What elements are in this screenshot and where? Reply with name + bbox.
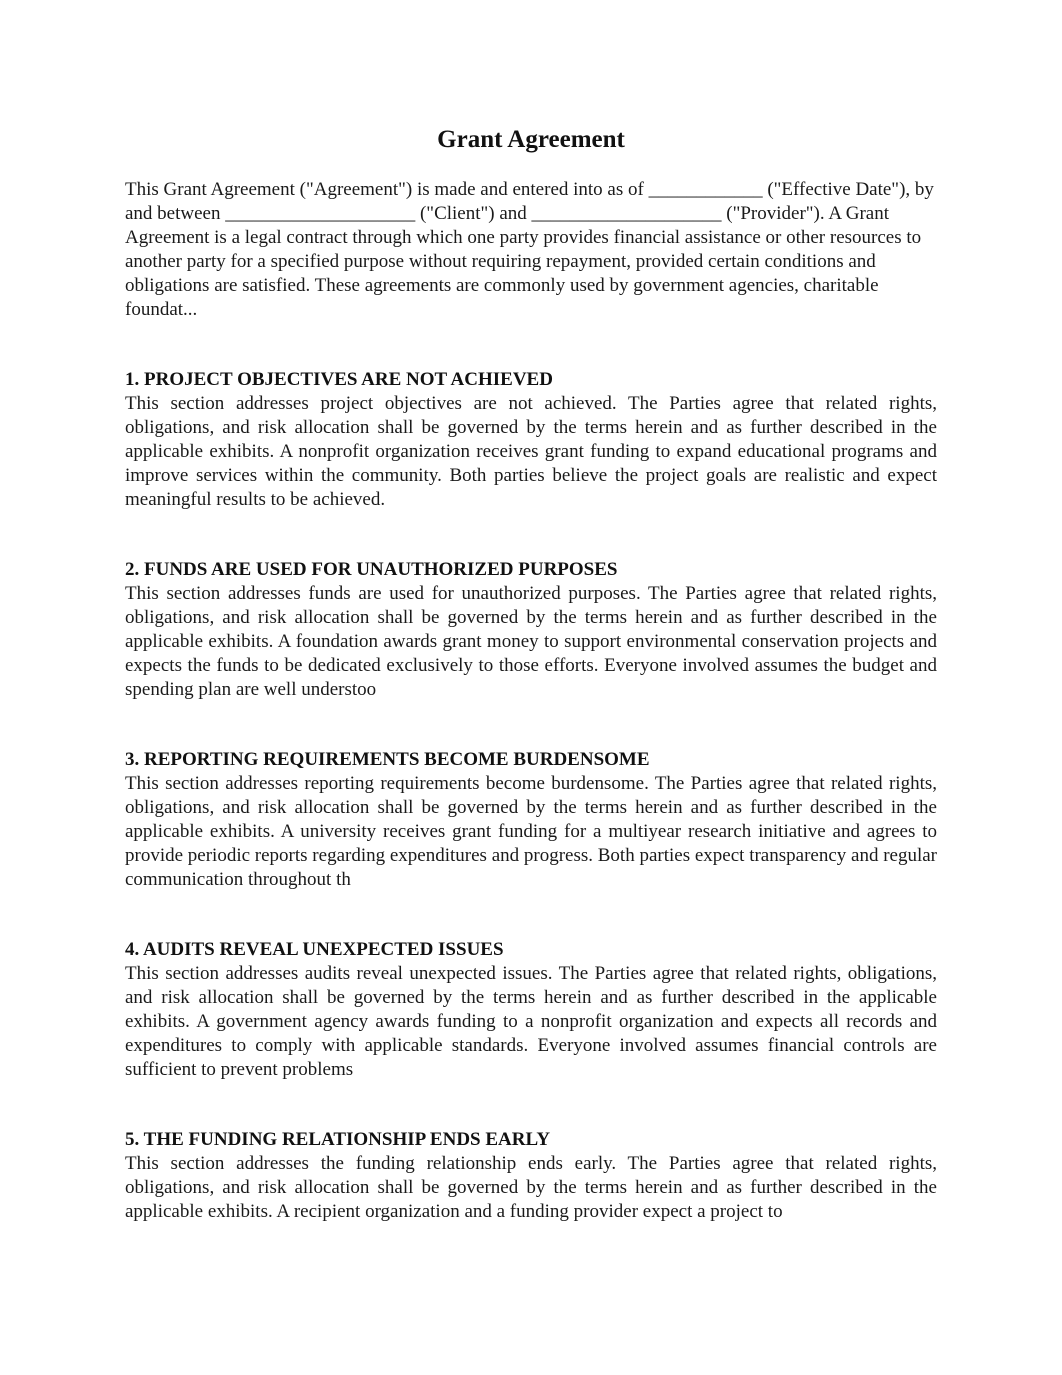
section-heading: 3. REPORTING REQUIREMENTS BECOME BURDENSOME	[125, 749, 650, 770]
section-project-objectives	[125, 368, 937, 512]
section-audits	[125, 938, 937, 1082]
section-funding-ends-early	[125, 1128, 937, 1224]
section-heading: 1. PROJECT OBJECTIVES ARE NOT ACHIEVED	[125, 369, 553, 390]
section-body: This section addresses the funding relationship ends early. The Parties agree that related rights, obligations, and risk allocation shall be governed by the terms herein and as further described in the applicable exhibits. A recipient organization and a funding provider expect a project to	[125, 1153, 937, 1222]
section-body: This section addresses project objectives are not achieved. The Parties agree that related rights, obligations, and risk allocation shall be governed by the terms herein and as further described in the applicable exhibits. A nonprofit organization receives grant funding to expand educational programs and improve services within the community. Both parties believe the project goals are realistic and expect meaningful results to be achieved.	[125, 393, 937, 510]
document-title: Grant Agreement	[437, 126, 625, 153]
section-heading: 2. FUNDS ARE USED FOR UNAUTHORIZED PURPOSES	[125, 559, 618, 580]
section-body: This section addresses funds are used for unauthorized purposes. The Parties agree that related rights, obligations, and risk allocation shall be governed by the terms herein and as further described in the applicable exhibits. A foundation awards grant money to support environmental conservation projects and expects the funds to be dedicated exclusively to those efforts. Everyone involved assumes the budget and spending plan are well understoo	[125, 583, 937, 700]
section-reporting-requirements	[125, 748, 937, 892]
section-unauthorized-purposes	[125, 558, 937, 702]
intro-paragraph: This Grant Agreement ("Agreement") is made and entered into as of ____________ ("Effective Date"), by and between ____________________ ("Client") and ____________________ ("Provider"). A Grant Agreement is a legal contract through which one party provides financial assistance or other resources to another party for a specified purpose without requiring repayment, provided certain conditions and obligations are satisfied. These agreements are commonly used by government agencies, charitable foundat...	[125, 179, 934, 320]
section-body: This section addresses reporting requirements become burdensome. The Parties agree that related rights, obligations, and risk allocation shall be governed by the terms herein and as further described in the applicable exhibits. A university receives grant funding for a multiyear research initiative and agrees to provide periodic reports regarding expenditures and progress. Both parties expect transparency and regular communication throughout th	[125, 773, 937, 890]
section-heading: 5. THE FUNDING RELATIONSHIP ENDS EARLY	[125, 1129, 551, 1150]
section-body: This section addresses audits reveal unexpected issues. The Parties agree that related rights, obligations, and risk allocation shall be governed by the terms herein and as further described in the applicable exhibits. A government agency awards funding to a nonprofit organization and expects all records and expenditures to comply with applicable standards. Everyone involved assumes financial controls are sufficient to prevent problems	[125, 963, 937, 1080]
document-content	[125, 122, 937, 1224]
section-heading: 4. AUDITS REVEAL UNEXPECTED ISSUES	[125, 939, 504, 960]
